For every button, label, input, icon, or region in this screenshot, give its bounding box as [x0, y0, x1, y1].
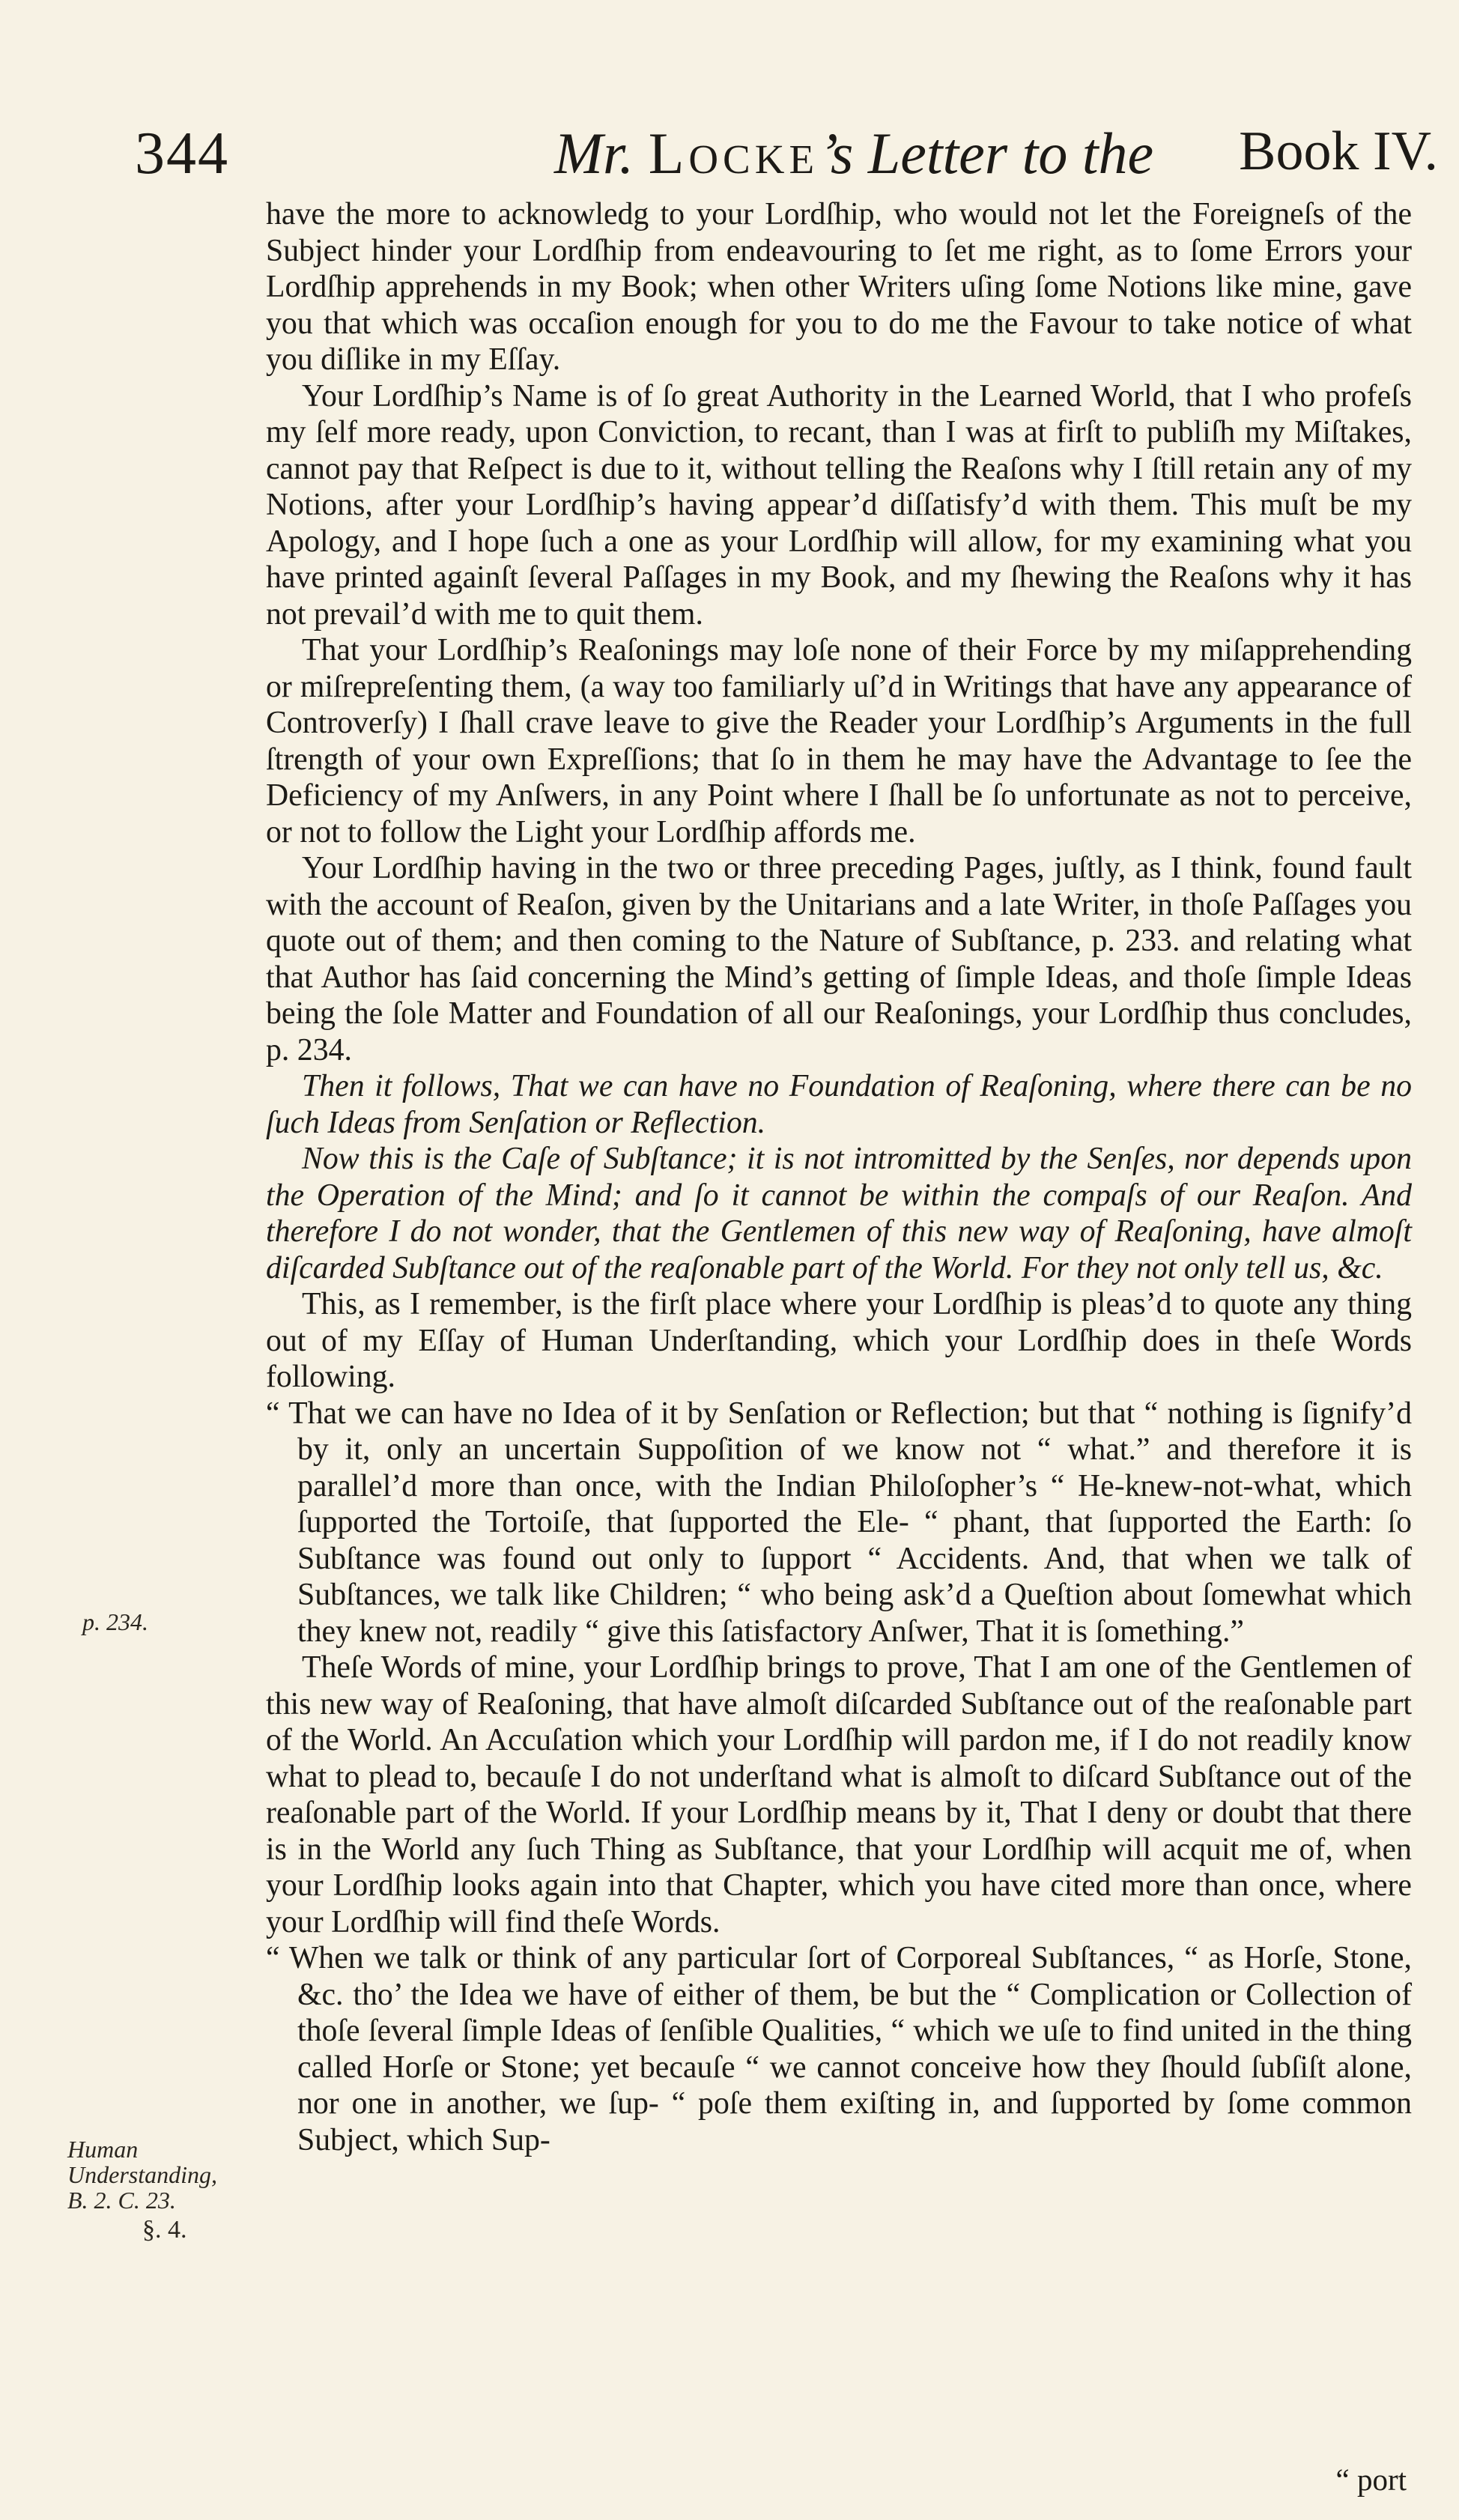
title-prefix: Mr.	[554, 121, 634, 186]
paragraph: That your Lordſhip’s Reaſonings may loſe none of their Force by my miſapprehending or miſrepreſenting them, (a way too familiarly uſ’d in Writings that have any appearance of Controverſy) I ſhall crave leave to give the Reader your Lordſhip’s Arguments in the full ſtrength of your own Expreſſions; that ſo in them he may have the Advantage to ſee the Deficiency of my Anſwers, in any Point where I ſhall be ſo unfortunate as not to perceive, or not to follow the Light your Lordſhip affords me.	[266, 633, 1412, 849]
margin-note-page-ref: p. 234.	[82, 1608, 148, 1635]
body-text	[266, 196, 1412, 2158]
margin-note-source: Human Understanding, B. 2. C. 23.	[67, 2136, 217, 2214]
catchword: “ port	[1335, 2462, 1407, 2497]
quoted-paragraph: Then it follows, That we can have no Foundation of Reaſoning, where there can be no ſuch Ideas from Senſation or Reflection.	[266, 1069, 1412, 1140]
book-label: Book IV.	[1239, 121, 1438, 182]
paragraph: Your Lordſhip’s Name is of ſo great Authority in the Learned World, that I who profeſs my ſelf more ready, upon Conviction, to recant, than I was at firſt to publiſh my Miſtakes, cannot pay that Reſpect is due to it, without telling the Reaſons why I ſtill retain any of my Notions, after your Lordſhip’s having appear’d diſſatisfy’d with them. This muſt be my Apology, and I hope ſuch a one as your Lordſhip will allow, for my examining what you have printed againſt ſeveral Paſſages in my Book, and my ſhewing the Reaſons why it has not prevail’d with me to quit them.	[266, 378, 1412, 631]
title-suffix: ’s Letter to the	[819, 121, 1154, 186]
paragraph: Theſe Words of mine, your Lordſhip brings to prove, That I am one of the Gentlemen of this new way of Reaſoning, that have almoſt diſcarded Subſtance out of the reaſonable part of the World. An Accuſation which your Lordſhip will pardon me, if I do not readily know what to plead to, becauſe I do not underſtand what is almoſt to diſcard Subſtance out of the reaſonable part of the World. If your Lordſhip means by it, That I deny or doubt that there is in the World any ſuch Thing as Subſtance, that your Lordſhip will acquit me of, when your Lordſhip looks again into that Chapter, which you have cited more than once, where your Lordſhip will find theſe Words.	[266, 1650, 1412, 1939]
paragraph: have the more to acknowledg to your Lordſhip, who would not let the Foreigneſs of the Subject hinder your Lordſhip from endeavouring to ſet me right, as to ſome Errors your Lordſhip apprehends in my Book; when other Writers uſing ſome Notions like mine, gave you that which was occaſion enough for you to do me the Favour to take notice of what you diſlike in my Eſſay.	[266, 197, 1412, 377]
paragraph: Your Lordſhip having in the two or three preceding Pages, juſtly, as I think, found fault with the account of Reaſon, given by the Unitarians and a late Writer, in thoſe Paſſages you quote out of them; and then coming to the Nature of Subſtance, p. 233. and relating what that Author has ſaid concerning the Mind’s getting of ſimple Ideas, and thoſe ſimple Ideas being the ſole Matter and Foundation of all our Reaſonings, your Lordſhip thus concludes, p. 234.	[266, 851, 1412, 1067]
running-header	[135, 120, 1438, 202]
block-quotation: “ When we talk or think of any particular ſort of Corporeal Subſtances, “ as Horſe, Stone, &c. tho’ the Idea we have of either of them, be but the “ Complication or Collection of thoſe ſeveral ſimple Ideas of ſenſible Qualities, “ which we uſe to find united in the thing called Horſe or Stone; yet becauſe “ we cannot conceive how they ſhould ſubſiſt alone, nor one in another, we ſup- “ poſe them exiſting in, and ſupported by ſome common Subject, which Sup-	[266, 1941, 1412, 2157]
title-name: Locke	[648, 121, 819, 186]
block-quotation: “ That we can have no Idea of it by Senſation or Reflection; but that “ nothing is ſignify’d by it, only an uncertain Suppoſition of we know not “ what.” and therefore it is parallel’d more than once, with the Indian Philoſopher’s “ He-knew-not-what, which ſupported the Tortoiſe, that ſupported the Ele- “ phant, that ſupported the Earth: ſo Subſtance was found out only to ſupport “ Accidents. And, that when we talk of Subſtances, we talk like Children; “ who being ask’d a Queſtion about ſomewhat which they knew not, readily “ give this ſatisfactory Anſwer, That it is ſomething.”	[266, 1396, 1412, 1649]
page-number: 344	[135, 121, 229, 187]
running-title	[554, 120, 1153, 187]
quoted-paragraph: Now this is the Caſe of Subſtance; it is not intromitted by the Senſes, nor depends upon the Operation of the Mind; and ſo it cannot be within the compaſs of our Reaſon. And therefore I do not wonder, that the Gentlemen of this new way of Reaſoning, have almoſt diſcarded Subſtance out of the reaſonable part of the World. For they not only tell us, &c.	[266, 1142, 1412, 1285]
margin-note-section: §. 4.	[142, 2216, 187, 2244]
paragraph: This, as I remember, is the firſt place where your Lordſhip is pleas’d to quote any thing out of my Eſſay of Human Underſtanding, which your Lordſhip does in theſe Words following.	[266, 1287, 1412, 1394]
